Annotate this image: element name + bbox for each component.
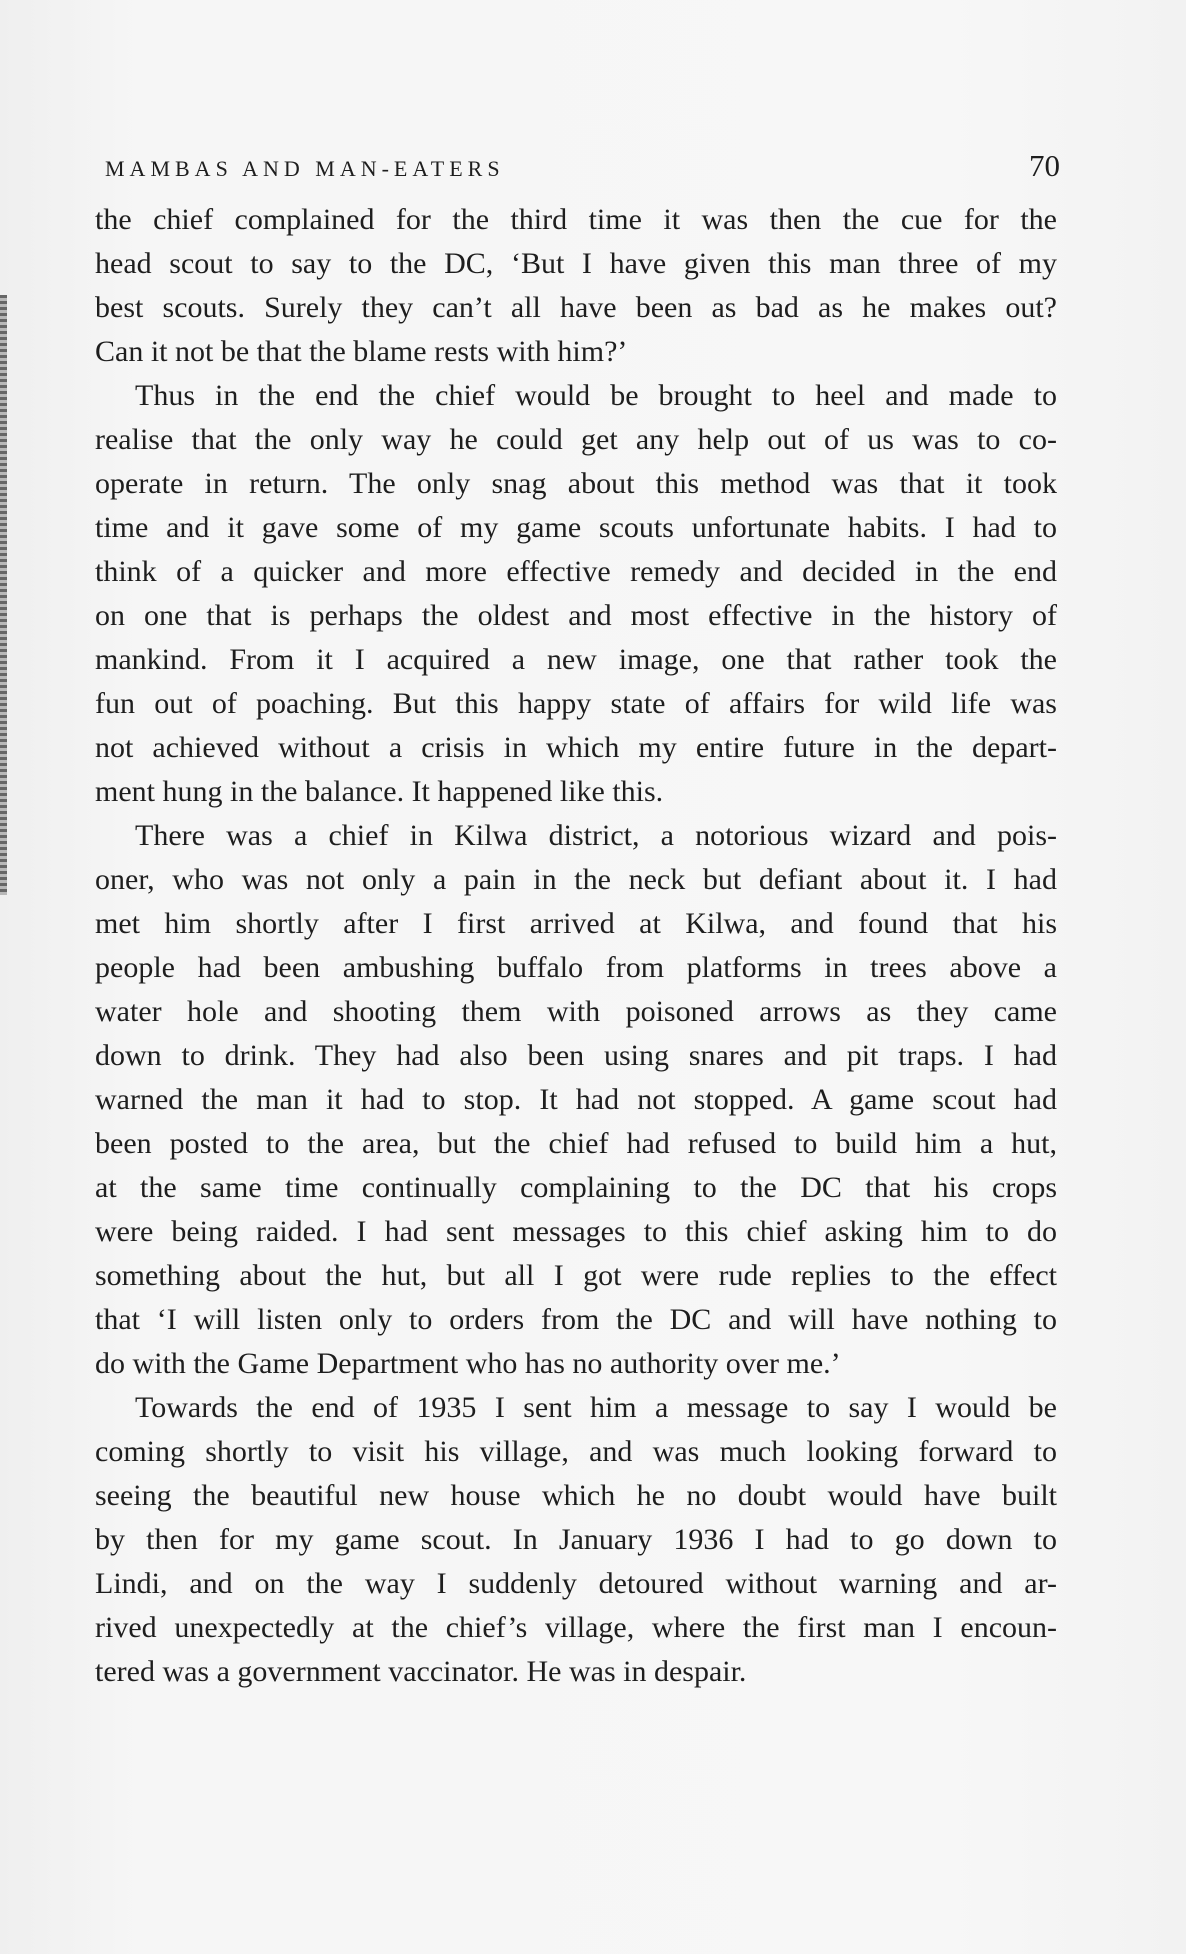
text-line: something about the hut, but all I got were rude replies to the effect — [95, 1259, 1057, 1292]
text-line: Lindi, and on the way I suddenly detoured without warning and ar- — [95, 1567, 1057, 1600]
running-title: MAMBAS AND MAN-EATERS — [105, 156, 505, 181]
text-line: the chief complained for the third time it was then the cue for the — [95, 203, 1057, 236]
text-line: realise that the only way he could get any help out of us was to co- — [95, 423, 1057, 456]
text-line: fun out of poaching. But this happy state of affairs for wild life was — [95, 687, 1057, 720]
running-head — [105, 148, 1060, 184]
page-edge-shadow — [0, 295, 7, 895]
body-text — [95, 198, 1057, 1694]
text-line: were being raided. I had sent messages to this chief asking him to do — [95, 1215, 1057, 1248]
text-line: not achieved without a crisis in which my entire future in the depart- — [95, 731, 1057, 764]
text-line: on one that is perhaps the oldest and most effective in the history of — [95, 599, 1057, 632]
text-line: people had been ambushing buffalo from platforms in trees above a — [95, 951, 1057, 984]
text-line: operate in return. The only snag about this method was that it took — [95, 467, 1057, 500]
text-line: tered was a government vaccinator. He was in despair. — [95, 1655, 747, 1688]
text-line: ment hung in the balance. It happened like this. — [95, 775, 664, 808]
text-line: think of a quicker and more effective remedy and decided in the end — [95, 555, 1057, 588]
text-line: that ‘I will listen only to orders from the DC and will have nothing to — [95, 1303, 1057, 1336]
text-line: rived unexpectedly at the chief’s village, where the first man I encoun- — [95, 1611, 1057, 1644]
text-line: head scout to say to the DC, ‘But I have given this man three of my — [95, 247, 1057, 280]
text-line: time and it gave some of my game scouts unfortunate habits. I had to — [95, 511, 1057, 544]
text-line: mankind. From it I acquired a new image, one that rather took the — [95, 643, 1057, 676]
text-line: oner, who was not only a pain in the neck but defiant about it. I had — [95, 863, 1057, 896]
text-line: do with the Game Department who has no authority over me.’ — [95, 1347, 841, 1380]
text-line: Can it not be that the blame rests with him?’ — [95, 335, 628, 368]
text-line: by then for my game scout. In January 1936 I had to go down to — [95, 1523, 1057, 1556]
text-line: There was a chief in Kilwa district, a notorious wizard and pois- — [135, 819, 1057, 852]
text-line: water hole and shooting them with poisoned arrows as they came — [95, 995, 1057, 1028]
text-line: warned the man it had to stop. It had not stopped. A game scout had — [95, 1083, 1057, 1116]
text-line: Towards the end of 1935 I sent him a message to say I would be — [135, 1391, 1057, 1424]
text-line: met him shortly after I first arrived at Kilwa, and found that his — [95, 907, 1057, 940]
text-line: Thus in the end the chief would be brought to heel and made to — [135, 379, 1057, 412]
text-line: best scouts. Surely they can’t all have been as bad as he makes out? — [95, 291, 1057, 324]
text-line: seeing the beautiful new house which he no doubt would have built — [95, 1479, 1057, 1512]
text-line: down to drink. They had also been using snares and pit traps. I had — [95, 1039, 1057, 1072]
text-line: coming shortly to visit his village, and was much looking forward to — [95, 1435, 1057, 1468]
page-number: 70 — [1029, 148, 1060, 183]
text-line: at the same time continually complaining to the DC that his crops — [95, 1171, 1057, 1204]
text-line: been posted to the area, but the chief had refused to build him a hut, — [95, 1127, 1057, 1160]
